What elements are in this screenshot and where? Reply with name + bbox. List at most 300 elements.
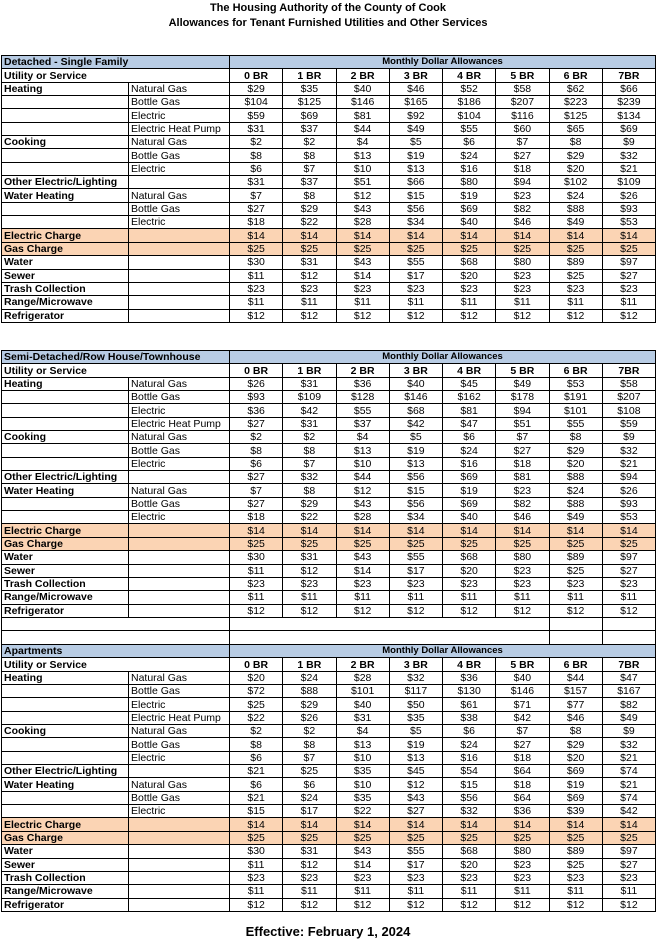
value-cell: $25 bbox=[389, 242, 442, 255]
value-cell: $20 bbox=[443, 564, 496, 577]
section-semi-detached-table-wrap bbox=[1, 350, 655, 618]
table-row bbox=[2, 711, 656, 724]
table-row bbox=[2, 269, 656, 282]
value-cell: $2 bbox=[283, 136, 336, 149]
subtype-cell: Electric bbox=[129, 698, 230, 711]
table-row bbox=[2, 189, 656, 202]
value-cell: $12 bbox=[443, 898, 496, 911]
value-cell: $6 bbox=[443, 725, 496, 738]
value-cell: $23 bbox=[336, 871, 389, 884]
value-cell: $23 bbox=[602, 282, 655, 295]
value-cell: $7 bbox=[496, 725, 549, 738]
service-cell bbox=[2, 511, 129, 524]
value-cell: $64 bbox=[496, 791, 549, 804]
value-cell: $21 bbox=[230, 791, 283, 804]
value-cell: $44 bbox=[336, 471, 389, 484]
value-cell: $18 bbox=[496, 778, 549, 791]
value-cell: $10 bbox=[336, 162, 389, 175]
value-cell: $25 bbox=[549, 831, 602, 844]
value-cell: $7 bbox=[496, 431, 549, 444]
value-cell: $2 bbox=[283, 725, 336, 738]
value-cell: $12 bbox=[602, 898, 655, 911]
value-cell: $24 bbox=[443, 738, 496, 751]
table-row bbox=[2, 577, 656, 590]
value-cell: $36 bbox=[443, 671, 496, 684]
value-cell: $24 bbox=[283, 791, 336, 804]
value-cell: $9 bbox=[602, 431, 655, 444]
value-cell: $25 bbox=[443, 242, 496, 255]
value-cell: $23 bbox=[602, 577, 655, 590]
subtype-cell: Natural Gas bbox=[129, 189, 230, 202]
bedroom-header: 4 BR bbox=[443, 364, 496, 377]
service-cell: Water Heating bbox=[2, 778, 129, 791]
value-cell: $14 bbox=[283, 818, 336, 831]
value-cell: $12 bbox=[336, 484, 389, 497]
value-cell: $27 bbox=[602, 564, 655, 577]
subtype-cell bbox=[129, 282, 230, 295]
value-cell: $31 bbox=[336, 711, 389, 724]
table-row bbox=[2, 216, 656, 229]
allowance-table bbox=[1, 55, 656, 323]
section-header-row bbox=[2, 645, 656, 658]
value-cell: $49 bbox=[496, 377, 549, 390]
value-cell: $43 bbox=[336, 497, 389, 510]
value-cell: $27 bbox=[230, 471, 283, 484]
value-cell: $25 bbox=[496, 831, 549, 844]
value-cell: $19 bbox=[389, 149, 442, 162]
service-cell bbox=[2, 685, 129, 698]
service-cell bbox=[2, 751, 129, 764]
service-cell bbox=[2, 404, 129, 417]
value-cell: $69 bbox=[283, 109, 336, 122]
table-row bbox=[2, 417, 656, 430]
subtype-cell: Natural Gas bbox=[129, 136, 230, 149]
value-cell: $68 bbox=[389, 404, 442, 417]
value-cell: $14 bbox=[389, 818, 442, 831]
value-cell: $43 bbox=[336, 202, 389, 215]
value-cell: $12 bbox=[549, 604, 602, 617]
value-cell: $29 bbox=[549, 738, 602, 751]
value-cell: $7 bbox=[496, 136, 549, 149]
table-row bbox=[2, 765, 656, 778]
table-row bbox=[2, 551, 656, 564]
value-cell: $30 bbox=[230, 256, 283, 269]
bedroom-header: 7BR bbox=[602, 69, 655, 82]
value-cell: $23 bbox=[283, 282, 336, 295]
table-row bbox=[2, 818, 656, 831]
column-header-row bbox=[2, 658, 656, 671]
service-cell: Gas Charge bbox=[2, 242, 129, 255]
value-cell: $8 bbox=[283, 738, 336, 751]
table-row bbox=[2, 751, 656, 764]
service-cell: Water Heating bbox=[2, 189, 129, 202]
bedroom-header: 5 BR bbox=[496, 658, 549, 671]
value-cell: $18 bbox=[496, 751, 549, 764]
value-cell: $125 bbox=[283, 96, 336, 109]
value-cell: $11 bbox=[549, 885, 602, 898]
value-cell: $14 bbox=[230, 524, 283, 537]
subtype-cell: Bottle Gas bbox=[129, 149, 230, 162]
value-cell: $11 bbox=[496, 885, 549, 898]
value-cell: $101 bbox=[336, 685, 389, 698]
service-cell bbox=[2, 791, 129, 804]
subtype-cell: Bottle Gas bbox=[129, 497, 230, 510]
value-cell: $11 bbox=[549, 591, 602, 604]
value-cell: $109 bbox=[283, 391, 336, 404]
service-cell bbox=[2, 122, 129, 135]
value-cell: $12 bbox=[283, 269, 336, 282]
value-cell: $20 bbox=[549, 162, 602, 175]
value-cell: $81 bbox=[496, 471, 549, 484]
value-cell: $8 bbox=[283, 484, 336, 497]
value-cell: $40 bbox=[496, 671, 549, 684]
value-cell: $40 bbox=[336, 698, 389, 711]
service-cell bbox=[2, 738, 129, 751]
value-cell: $18 bbox=[230, 216, 283, 229]
value-cell: $68 bbox=[443, 845, 496, 858]
value-cell: $80 bbox=[496, 551, 549, 564]
value-cell: $4 bbox=[336, 136, 389, 149]
service-cell bbox=[2, 109, 129, 122]
section-name: Apartments bbox=[2, 645, 230, 658]
subtype-cell bbox=[129, 845, 230, 858]
table-row bbox=[2, 296, 656, 309]
service-cell: Refrigerator bbox=[2, 309, 129, 322]
table-row bbox=[2, 377, 656, 390]
spacer-cell bbox=[230, 618, 550, 631]
section-header-row bbox=[2, 351, 656, 364]
value-cell: $25 bbox=[496, 242, 549, 255]
value-cell: $16 bbox=[443, 162, 496, 175]
value-cell: $12 bbox=[336, 898, 389, 911]
value-cell: $18 bbox=[496, 457, 549, 470]
value-cell: $23 bbox=[443, 282, 496, 295]
value-cell: $47 bbox=[602, 671, 655, 684]
bedroom-header: 6 BR bbox=[549, 658, 602, 671]
subtype-cell bbox=[129, 818, 230, 831]
value-cell: $223 bbox=[549, 96, 602, 109]
value-cell: $23 bbox=[389, 871, 442, 884]
value-cell: $23 bbox=[230, 577, 283, 590]
value-cell: $89 bbox=[549, 845, 602, 858]
value-cell: $23 bbox=[549, 871, 602, 884]
bedroom-header: 7BR bbox=[602, 658, 655, 671]
value-cell: $49 bbox=[602, 711, 655, 724]
subtype-cell bbox=[129, 885, 230, 898]
table-row bbox=[2, 778, 656, 791]
value-cell: $12 bbox=[283, 898, 336, 911]
value-cell: $55 bbox=[549, 417, 602, 430]
service-cell bbox=[2, 711, 129, 724]
value-cell: $5 bbox=[389, 136, 442, 149]
table-row bbox=[2, 176, 656, 189]
subtype-cell bbox=[129, 577, 230, 590]
value-cell: $116 bbox=[496, 109, 549, 122]
utility-header: Utility or Service bbox=[2, 364, 230, 377]
value-cell: $20 bbox=[549, 457, 602, 470]
value-cell: $10 bbox=[336, 457, 389, 470]
monthly-allowances-label: Monthly Dollar Allowances bbox=[230, 645, 656, 658]
value-cell: $11 bbox=[230, 858, 283, 871]
value-cell: $15 bbox=[230, 805, 283, 818]
value-cell: $9 bbox=[602, 136, 655, 149]
value-cell: $82 bbox=[496, 497, 549, 510]
value-cell: $23 bbox=[602, 871, 655, 884]
service-cell: Sewer bbox=[2, 564, 129, 577]
value-cell: $23 bbox=[336, 282, 389, 295]
value-cell: $10 bbox=[336, 778, 389, 791]
value-cell: $14 bbox=[389, 524, 442, 537]
value-cell: $8 bbox=[230, 149, 283, 162]
value-cell: $31 bbox=[230, 122, 283, 135]
value-cell: $12 bbox=[496, 604, 549, 617]
value-cell: $92 bbox=[389, 109, 442, 122]
subtype-cell bbox=[129, 524, 230, 537]
value-cell: $15 bbox=[389, 484, 442, 497]
spacer-cell bbox=[549, 631, 602, 644]
value-cell: $14 bbox=[602, 524, 655, 537]
subtype-cell bbox=[129, 551, 230, 564]
value-cell: $9 bbox=[602, 725, 655, 738]
value-cell: $68 bbox=[443, 256, 496, 269]
value-cell: $77 bbox=[549, 698, 602, 711]
value-cell: $36 bbox=[336, 377, 389, 390]
value-cell: $11 bbox=[549, 296, 602, 309]
value-cell: $81 bbox=[443, 404, 496, 417]
value-cell: $178 bbox=[496, 391, 549, 404]
service-cell: Heating bbox=[2, 671, 129, 684]
value-cell: $12 bbox=[283, 604, 336, 617]
value-cell: $6 bbox=[230, 778, 283, 791]
value-cell: $53 bbox=[602, 216, 655, 229]
value-cell: $11 bbox=[602, 296, 655, 309]
value-cell: $80 bbox=[496, 256, 549, 269]
table-row bbox=[2, 149, 656, 162]
value-cell: $94 bbox=[496, 404, 549, 417]
value-cell: $14 bbox=[336, 524, 389, 537]
value-cell: $93 bbox=[602, 202, 655, 215]
value-cell: $207 bbox=[602, 391, 655, 404]
bedroom-header: 4 BR bbox=[443, 69, 496, 82]
blank-spacer-rows bbox=[1, 617, 655, 645]
value-cell: $27 bbox=[230, 497, 283, 510]
value-cell: $8 bbox=[283, 189, 336, 202]
bedroom-header: 1 BR bbox=[283, 364, 336, 377]
bedroom-header: 7BR bbox=[602, 364, 655, 377]
value-cell: $35 bbox=[336, 765, 389, 778]
value-cell: $25 bbox=[602, 242, 655, 255]
value-cell: $69 bbox=[443, 471, 496, 484]
service-cell: Water bbox=[2, 256, 129, 269]
value-cell: $6 bbox=[443, 136, 496, 149]
subtype-cell bbox=[129, 229, 230, 242]
value-cell: $24 bbox=[549, 484, 602, 497]
value-cell: $29 bbox=[549, 149, 602, 162]
table-row bbox=[2, 685, 656, 698]
value-cell: $27 bbox=[496, 149, 549, 162]
value-cell: $130 bbox=[443, 685, 496, 698]
value-cell: $8 bbox=[283, 149, 336, 162]
value-cell: $53 bbox=[602, 511, 655, 524]
service-cell: Trash Collection bbox=[2, 577, 129, 590]
service-cell bbox=[2, 162, 129, 175]
value-cell: $56 bbox=[389, 497, 442, 510]
value-cell: $12 bbox=[602, 309, 655, 322]
value-cell: $13 bbox=[389, 457, 442, 470]
value-cell: $71 bbox=[496, 698, 549, 711]
value-cell: $68 bbox=[443, 551, 496, 564]
table-row bbox=[2, 242, 656, 255]
value-cell: $13 bbox=[389, 162, 442, 175]
subtype-cell: Natural Gas bbox=[129, 725, 230, 738]
value-cell: $66 bbox=[389, 176, 442, 189]
value-cell: $8 bbox=[230, 738, 283, 751]
value-cell: $80 bbox=[443, 176, 496, 189]
value-cell: $46 bbox=[496, 511, 549, 524]
subtype-cell: Bottle Gas bbox=[129, 391, 230, 404]
value-cell: $14 bbox=[336, 858, 389, 871]
spacer-cell bbox=[549, 618, 602, 631]
table-row bbox=[2, 885, 656, 898]
value-cell: $88 bbox=[283, 685, 336, 698]
service-cell: Gas Charge bbox=[2, 831, 129, 844]
service-cell: Heating bbox=[2, 377, 129, 390]
table-row bbox=[2, 309, 656, 322]
value-cell: $42 bbox=[389, 417, 442, 430]
value-cell: $93 bbox=[230, 391, 283, 404]
subtype-cell bbox=[129, 831, 230, 844]
value-cell: $69 bbox=[549, 765, 602, 778]
value-cell: $25 bbox=[549, 564, 602, 577]
value-cell: $58 bbox=[496, 82, 549, 95]
table-row bbox=[2, 404, 656, 417]
value-cell: $82 bbox=[602, 698, 655, 711]
service-cell: Other Electric/Lighting bbox=[2, 176, 129, 189]
value-cell: $11 bbox=[496, 591, 549, 604]
value-cell: $207 bbox=[496, 96, 549, 109]
service-cell: Other Electric/Lighting bbox=[2, 471, 129, 484]
value-cell: $7 bbox=[230, 484, 283, 497]
value-cell: $7 bbox=[283, 751, 336, 764]
bedroom-header: 3 BR bbox=[389, 658, 442, 671]
value-cell: $13 bbox=[389, 751, 442, 764]
value-cell: $36 bbox=[496, 805, 549, 818]
value-cell: $16 bbox=[443, 457, 496, 470]
service-cell: Range/Microwave bbox=[2, 296, 129, 309]
value-cell: $49 bbox=[389, 122, 442, 135]
value-cell: $12 bbox=[602, 604, 655, 617]
value-cell: $5 bbox=[389, 725, 442, 738]
subtype-cell: Electric bbox=[129, 751, 230, 764]
service-cell: Water Heating bbox=[2, 484, 129, 497]
service-cell: Electric Charge bbox=[2, 818, 129, 831]
value-cell: $14 bbox=[283, 524, 336, 537]
service-cell bbox=[2, 444, 129, 457]
bedroom-header: 3 BR bbox=[389, 364, 442, 377]
value-cell: $25 bbox=[389, 831, 442, 844]
value-cell: $60 bbox=[496, 122, 549, 135]
value-cell: $12 bbox=[443, 309, 496, 322]
subtype-cell: Natural Gas bbox=[129, 431, 230, 444]
table-row bbox=[2, 457, 656, 470]
subtype-cell: Natural Gas bbox=[129, 484, 230, 497]
value-cell: $20 bbox=[230, 671, 283, 684]
subtype-cell: Natural Gas bbox=[129, 778, 230, 791]
value-cell: $32 bbox=[602, 444, 655, 457]
value-cell: $14 bbox=[496, 229, 549, 242]
value-cell: $66 bbox=[602, 82, 655, 95]
value-cell: $11 bbox=[336, 591, 389, 604]
value-cell: $43 bbox=[336, 551, 389, 564]
value-cell: $5 bbox=[389, 431, 442, 444]
service-cell bbox=[2, 805, 129, 818]
service-cell: Other Electric/Lighting bbox=[2, 765, 129, 778]
value-cell: $25 bbox=[496, 537, 549, 550]
value-cell: $13 bbox=[336, 149, 389, 162]
value-cell: $55 bbox=[336, 404, 389, 417]
value-cell: $12 bbox=[336, 309, 389, 322]
value-cell: $25 bbox=[602, 831, 655, 844]
value-cell: $32 bbox=[443, 805, 496, 818]
subtype-cell bbox=[129, 898, 230, 911]
table-row bbox=[2, 511, 656, 524]
value-cell: $59 bbox=[602, 417, 655, 430]
value-cell: $56 bbox=[389, 471, 442, 484]
value-cell: $81 bbox=[336, 109, 389, 122]
table-row bbox=[2, 96, 656, 109]
value-cell: $25 bbox=[283, 831, 336, 844]
value-cell: $25 bbox=[549, 269, 602, 282]
value-cell: $104 bbox=[443, 109, 496, 122]
value-cell: $23 bbox=[283, 577, 336, 590]
value-cell: $14 bbox=[336, 564, 389, 577]
value-cell: $25 bbox=[443, 831, 496, 844]
subtype-cell bbox=[129, 309, 230, 322]
value-cell: $6 bbox=[230, 457, 283, 470]
value-cell: $19 bbox=[389, 738, 442, 751]
value-cell: $14 bbox=[336, 229, 389, 242]
value-cell: $53 bbox=[549, 377, 602, 390]
value-cell: $21 bbox=[602, 778, 655, 791]
value-cell: $12 bbox=[336, 604, 389, 617]
value-cell: $29 bbox=[283, 202, 336, 215]
subtype-cell bbox=[129, 765, 230, 778]
service-cell: Cooking bbox=[2, 431, 129, 444]
value-cell: $69 bbox=[443, 202, 496, 215]
value-cell: $21 bbox=[230, 765, 283, 778]
section-apartments-table-wrap bbox=[1, 644, 655, 912]
value-cell: $167 bbox=[602, 685, 655, 698]
value-cell: $11 bbox=[283, 885, 336, 898]
value-cell: $24 bbox=[443, 444, 496, 457]
section-header-row bbox=[2, 56, 656, 69]
value-cell: $239 bbox=[602, 96, 655, 109]
table-row bbox=[2, 671, 656, 684]
value-cell: $14 bbox=[389, 229, 442, 242]
value-cell: $42 bbox=[496, 711, 549, 724]
subtype-cell bbox=[129, 564, 230, 577]
value-cell: $54 bbox=[443, 765, 496, 778]
value-cell: $26 bbox=[283, 711, 336, 724]
value-cell: $44 bbox=[336, 122, 389, 135]
value-cell: $25 bbox=[389, 537, 442, 550]
value-cell: $19 bbox=[443, 189, 496, 202]
value-cell: $7 bbox=[283, 457, 336, 470]
subtype-cell: Bottle Gas bbox=[129, 444, 230, 457]
value-cell: $17 bbox=[389, 858, 442, 871]
value-cell: $109 bbox=[602, 176, 655, 189]
subtype-cell: Electric Heat Pump bbox=[129, 417, 230, 430]
